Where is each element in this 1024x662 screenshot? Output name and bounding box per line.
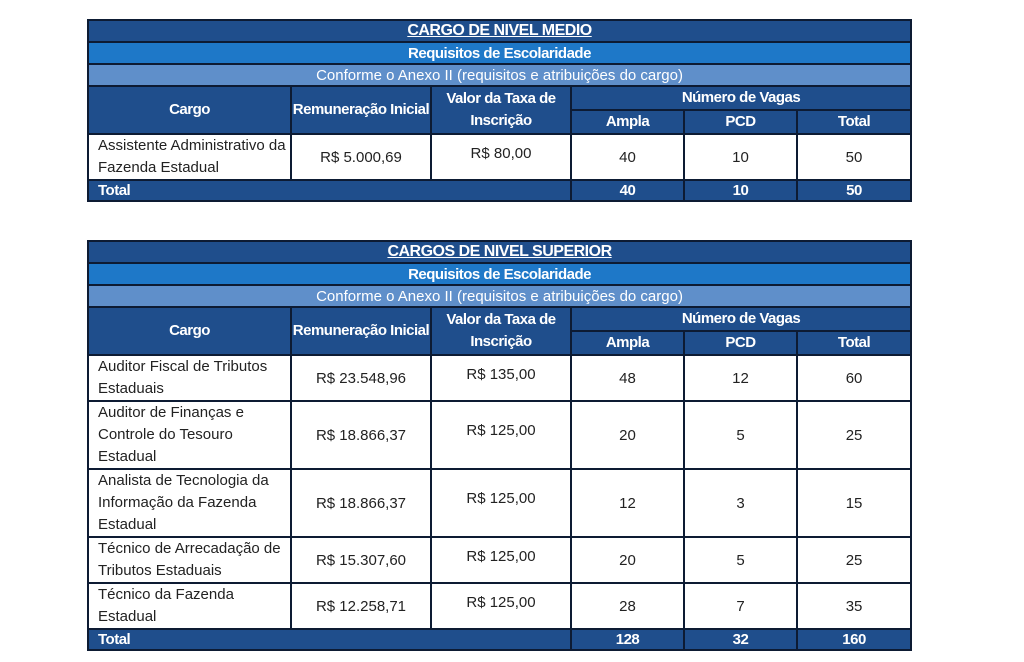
table-row: [88, 401, 911, 469]
header-cargo: Cargo: [88, 307, 291, 355]
table-title: CARGO DE NIVEL MEDIO: [88, 20, 911, 42]
table-nivel-medio: [87, 19, 912, 202]
cell-pcd: 3: [684, 469, 797, 537]
cell-taxa: R$ 135,00: [431, 355, 571, 401]
cell-ampla: 20: [571, 537, 684, 583]
total-row: [88, 629, 911, 650]
total-ampla: 128: [571, 629, 684, 650]
cell-cargo: Técnico de Arrecadação de Tributos Estaduais: [88, 537, 291, 583]
header-taxa: Valor da Taxa de Inscrição: [431, 86, 571, 134]
cell-total: 25: [797, 401, 911, 469]
cell-remuneracao: R$ 23.548,96: [291, 355, 431, 401]
table-row: [88, 537, 911, 583]
total-total: 160: [797, 629, 911, 650]
requirement-note: Conforme o Anexo II (requisitos e atribuições do cargo): [88, 64, 911, 86]
total-ampla: 40: [571, 180, 684, 201]
cell-cargo: Analista de Tecnologia da Informação da Fazenda Estadual: [88, 469, 291, 537]
cell-remuneracao: R$ 18.866,37: [291, 401, 431, 469]
cell-cargo: Técnico da Fazenda Estadual: [88, 583, 291, 629]
header-pcd: PCD: [684, 110, 797, 134]
cell-total: 15: [797, 469, 911, 537]
table-nivel-superior: [87, 240, 912, 651]
total-row: [88, 180, 911, 201]
table-row: [88, 134, 911, 180]
cell-pcd: 5: [684, 401, 797, 469]
cell-cargo: Auditor de Finanças e Controle do Tesouro Estadual: [88, 401, 291, 469]
cell-remuneracao: R$ 18.866,37: [291, 469, 431, 537]
cell-ampla: 40: [571, 134, 684, 180]
requirement-header: Requisitos de Escolaridade: [88, 263, 911, 285]
header-pcd: PCD: [684, 331, 797, 355]
table-title: CARGOS DE NIVEL SUPERIOR: [88, 241, 911, 263]
total-label: Total: [88, 180, 571, 201]
header-vagas: Número de Vagas: [571, 86, 911, 110]
cell-remuneracao: R$ 15.307,60: [291, 537, 431, 583]
cell-total: 25: [797, 537, 911, 583]
total-pcd: 32: [684, 629, 797, 650]
cell-ampla: 48: [571, 355, 684, 401]
cell-total: 35: [797, 583, 911, 629]
total-label: Total: [88, 629, 571, 650]
cell-remuneracao: R$ 5.000,69: [291, 134, 431, 180]
header-ampla: Ampla: [571, 331, 684, 355]
header-total: Total: [797, 110, 911, 134]
table-row: [88, 583, 911, 629]
header-remuneracao: Remuneração Inicial: [291, 86, 431, 134]
cell-remuneracao: R$ 12.258,71: [291, 583, 431, 629]
cell-taxa: R$ 125,00: [431, 469, 571, 537]
header-taxa: Valor da Taxa de Inscrição: [431, 307, 571, 355]
header-ampla: Ampla: [571, 110, 684, 134]
header-vagas: Número de Vagas: [571, 307, 911, 331]
header-total: Total: [797, 331, 911, 355]
cell-ampla: 28: [571, 583, 684, 629]
cell-ampla: 20: [571, 401, 684, 469]
requirement-note: Conforme o Anexo II (requisitos e atribuições do cargo): [88, 285, 911, 307]
header-cargo: Cargo: [88, 86, 291, 134]
cell-taxa: R$ 125,00: [431, 537, 571, 583]
total-pcd: 10: [684, 180, 797, 201]
cell-pcd: 12: [684, 355, 797, 401]
cell-total: 60: [797, 355, 911, 401]
table-row: [88, 355, 911, 401]
cell-total: 50: [797, 134, 911, 180]
cell-ampla: 12: [571, 469, 684, 537]
cell-pcd: 5: [684, 537, 797, 583]
total-total: 50: [797, 180, 911, 201]
cell-taxa: R$ 125,00: [431, 583, 571, 629]
cell-pcd: 10: [684, 134, 797, 180]
cell-cargo: Auditor Fiscal de Tributos Estaduais: [88, 355, 291, 401]
cell-taxa: R$ 80,00: [431, 134, 571, 180]
cell-pcd: 7: [684, 583, 797, 629]
table-row: [88, 469, 911, 537]
cell-cargo: Assistente Administrativo da Fazenda Estadual: [88, 134, 291, 180]
cell-taxa: R$ 125,00: [431, 401, 571, 469]
requirement-header: Requisitos de Escolaridade: [88, 42, 911, 64]
header-remuneracao: Remuneração Inicial: [291, 307, 431, 355]
